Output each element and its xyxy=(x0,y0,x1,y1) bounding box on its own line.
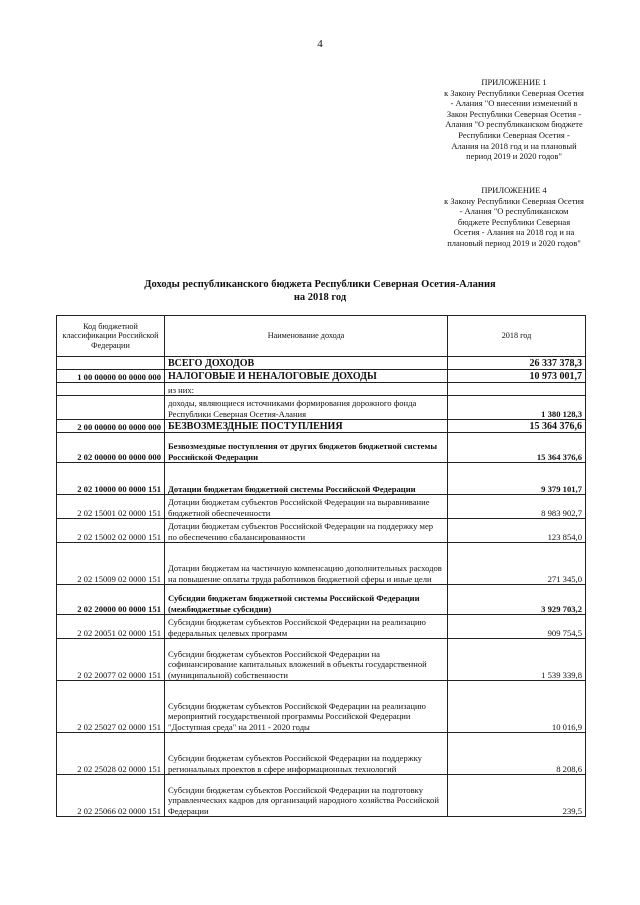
row-code: 2 02 10000 00 0000 151 xyxy=(57,463,165,495)
row-code: 2 02 20000 00 0000 151 xyxy=(57,585,165,615)
table-row xyxy=(57,495,586,519)
row-value: 8 208,6 xyxy=(448,733,586,775)
row-value: 8 983 902,7 xyxy=(448,495,586,519)
page-number: 4 xyxy=(317,38,323,50)
row-value: 909 754,5 xyxy=(448,615,586,639)
row-name: Субсидии бюджетам субъектов Российской Федерации на реализацию федеральных целевых программ xyxy=(165,615,448,639)
row-code: 2 02 20051 02 0000 151 xyxy=(57,615,165,639)
appendix-1-note xyxy=(444,77,584,162)
row-name: Дотации бюджетам на частичную компенсацию дополнительных расходов на повышение оплаты труда работников бюджетной сферы и иные цели xyxy=(165,543,448,585)
row-name: НАЛОГОВЫЕ И НЕНАЛОГОВЫЕ ДОХОДЫ xyxy=(165,370,448,383)
appendix-4-note xyxy=(444,185,584,249)
table-row xyxy=(57,420,586,433)
income-table xyxy=(56,315,586,817)
row-code xyxy=(57,383,165,396)
row-code: 2 02 25028 02 0000 151 xyxy=(57,733,165,775)
appendix-4-text: к Закону Республики Северная Осетия - Алания "О республиканском бюджете Республики Северная Осетия - Алания на 2018 год и на плановый период 2019 и 2020 годов" xyxy=(444,195,584,248)
row-name: Субсидии бюджетам субъектов Российской Федерации на софинансирование капитальных вложений в объекты государственной (муниципальной) собственности xyxy=(165,639,448,681)
row-name: Дотации бюджетам субъектов Российской Федерации на поддержку мер по обеспечению сбалансированности xyxy=(165,519,448,543)
row-value: 1 380 128,3 xyxy=(448,396,586,420)
row-code xyxy=(57,357,165,370)
row-code: 2 02 00000 00 0000 000 xyxy=(57,433,165,463)
row-name: Субсидии бюджетам субъектов Российской Федерации на поддержку региональных проектов в сфере информационных технологий xyxy=(165,733,448,775)
row-value: 123 854,0 xyxy=(448,519,586,543)
table-row xyxy=(57,775,586,817)
header-value: 2018 год xyxy=(448,316,586,357)
table-row xyxy=(57,615,586,639)
document-title-line-1: Доходы республиканского бюджета Республики Северная Осетия-Алания xyxy=(144,279,496,290)
row-value xyxy=(448,383,586,396)
table-row xyxy=(57,681,586,733)
table-row xyxy=(57,519,586,543)
appendix-4-title: ПРИЛОЖЕНИЕ 4 xyxy=(481,185,547,195)
row-code: 2 02 25066 02 0000 151 xyxy=(57,775,165,817)
row-name: Дотации бюджетам бюджетной системы Российской Федерации xyxy=(165,463,448,495)
table-row xyxy=(57,383,586,396)
row-value: 10 973 001,7 xyxy=(448,370,586,383)
document-title-line-2: на 2018 год xyxy=(293,292,347,303)
row-name: Субсидии бюджетам субъектов Российской Федерации на реализацию мероприятий государственной программы Российской Федерации "Доступная среда" на 2011 - 2020 годы xyxy=(165,681,448,733)
table-row xyxy=(57,370,586,383)
row-name: Дотации бюджетам субъектов Российской Федерации на выравнивание бюджетной обеспеченности xyxy=(165,495,448,519)
row-name: Субсидии бюджетам бюджетной системы Российской Федерации (межбюджетные субсидии) xyxy=(165,585,448,615)
row-name: Безвозмездные поступления от других бюджетов бюджетной системы Российской Федерации xyxy=(165,433,448,463)
row-code: 2 02 15002 02 0000 151 xyxy=(57,519,165,543)
table-row xyxy=(57,433,586,463)
row-name: доходы, являющиеся источниками формирования дорожного фонда Республики Северная Осетия-Алания xyxy=(165,396,448,420)
row-value: 3 929 703,2 xyxy=(448,585,586,615)
row-code: 1 00 00000 00 0000 000 xyxy=(57,370,165,383)
table-row xyxy=(57,733,586,775)
table-row xyxy=(57,396,586,420)
appendix-1-text: к Закону Республики Северная Осетия - Алания "О внесении изменений в Закон Республики Северная Осетия - Алания "О республиканском бюджете Республики Северная Осетия - Алания на 2018 год и на плановый период 2019 и 2020 годов" xyxy=(444,87,584,162)
table-row xyxy=(57,585,586,615)
table-row xyxy=(57,639,586,681)
appendix-1-title: ПРИЛОЖЕНИЕ 1 xyxy=(481,77,547,87)
document-title xyxy=(0,278,640,304)
header-code: Код бюджетной классификации Российской Федерации xyxy=(57,316,165,357)
table-row xyxy=(57,543,586,585)
row-code xyxy=(57,396,165,420)
row-code: 2 02 15009 02 0000 151 xyxy=(57,543,165,585)
row-value: 15 364 376,6 xyxy=(448,420,586,433)
row-value: 9 379 101,7 xyxy=(448,463,586,495)
row-value: 10 016,9 xyxy=(448,681,586,733)
row-name: Субсидии бюджетам субъектов Российской Федерации на подготовку управленческих кадров для организаций народного хозяйства Российской Федерации xyxy=(165,775,448,817)
row-name: ВСЕГО ДОХОДОВ xyxy=(165,357,448,370)
table-row xyxy=(57,463,586,495)
row-name: из них: xyxy=(165,383,448,396)
row-value: 15 364 376,6 xyxy=(448,433,586,463)
row-code: 2 02 20077 02 0000 151 xyxy=(57,639,165,681)
header-name: Наименование дохода xyxy=(165,316,448,357)
row-value: 239,5 xyxy=(448,775,586,817)
row-code: 2 00 00000 00 0000 000 xyxy=(57,420,165,433)
row-code: 2 02 15001 02 0000 151 xyxy=(57,495,165,519)
table-header-row xyxy=(57,316,586,357)
row-value: 271 345,0 xyxy=(448,543,586,585)
row-value: 26 337 378,3 xyxy=(448,357,586,370)
row-name: БЕЗВОЗМЕЗДНЫЕ ПОСТУПЛЕНИЯ xyxy=(165,420,448,433)
row-code: 2 02 25027 02 0000 151 xyxy=(57,681,165,733)
row-value: 1 539 339,8 xyxy=(448,639,586,681)
table-row xyxy=(57,357,586,370)
